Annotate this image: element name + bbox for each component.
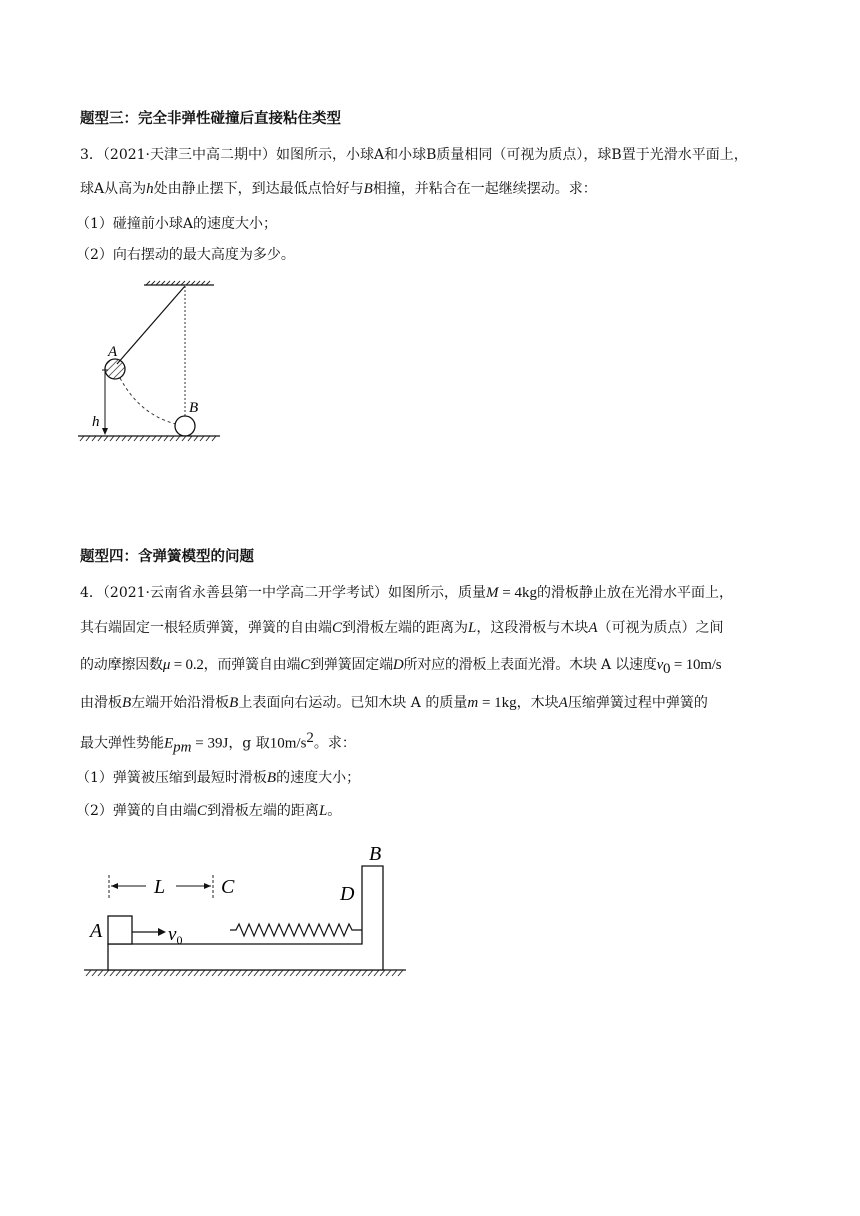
q3-line1: 3．（2021·天津三中高二期中）如图所示，小球A和小球B质量相同（可视为质点），球B置于光滑水平面上， — [80, 147, 748, 163]
ball-a — [105, 359, 125, 379]
fig4-label-c: C — [221, 876, 235, 898]
q4-line3: 的动摩擦因数μ = 0.2，而弹簧自由端C到弹簧固定端D所对应的滑板上表面光滑。木块 A 以速度$v_0 = 10m/s$ — [80, 657, 722, 677]
fig4-label-b: B — [369, 843, 382, 865]
q4-sub2: （2）弹簧的自由端C到滑板左端的距离L。 — [76, 803, 342, 819]
block-a — [108, 916, 132, 944]
q3-line2: 球A从高为h处由静止摆下，到达最低点恰好与B相撞，并粘合在一起继续摆动。求： — [80, 181, 597, 197]
spring — [230, 924, 362, 936]
fig4-label-l: L — [154, 876, 166, 898]
q3-sub1: （1）碰撞前小球A的速度大小； — [76, 216, 278, 232]
fig4-label-a: A — [90, 920, 103, 942]
section4-title: 题型四：含弹簧模型的问题 — [80, 549, 254, 565]
fig4-label-v0: $v_0$ — [168, 924, 183, 947]
fig3-label-b: B — [189, 400, 199, 416]
slider-board — [108, 866, 383, 970]
spring-slider-figure — [78, 840, 413, 985]
q4-line5: 最大弹性势能$E_{pm} = 39J$，g 取$10m/s^2$。求： — [80, 730, 356, 756]
q4-sub1: （1）弹簧被压缩到最短时滑板B的速度大小； — [76, 770, 361, 786]
pendulum-figure — [70, 280, 230, 445]
q3-sub2: （2）向右摆动的最大高度为多少。 — [76, 247, 295, 263]
q4-line2: 其右端固定一根轻质弹簧，弹簧的自由端C到滑板左端的距离为L，这段滑板与木块A（可视为质点）之间 — [80, 620, 724, 636]
q4-line4: 由滑板B左端开始沿滑板B上表面向右运动。已知木块 A 的质量m = 1kg，木块A压缩弹簧过程中弹簧的 — [80, 695, 708, 711]
fig4-label-d: D — [340, 883, 355, 905]
section3-title: 题型三：完全非弹性碰撞后直接粘住类型 — [80, 111, 341, 127]
fig3-label-h: h — [92, 414, 100, 430]
ball-b — [175, 416, 195, 436]
fig3-label-a: A — [108, 344, 118, 360]
q4-line1: 4．（2021·云南省永善县第一中学高二开学考试）如图所示，质量M = 4kg的滑板静止放在光滑水平面上， — [80, 585, 733, 601]
